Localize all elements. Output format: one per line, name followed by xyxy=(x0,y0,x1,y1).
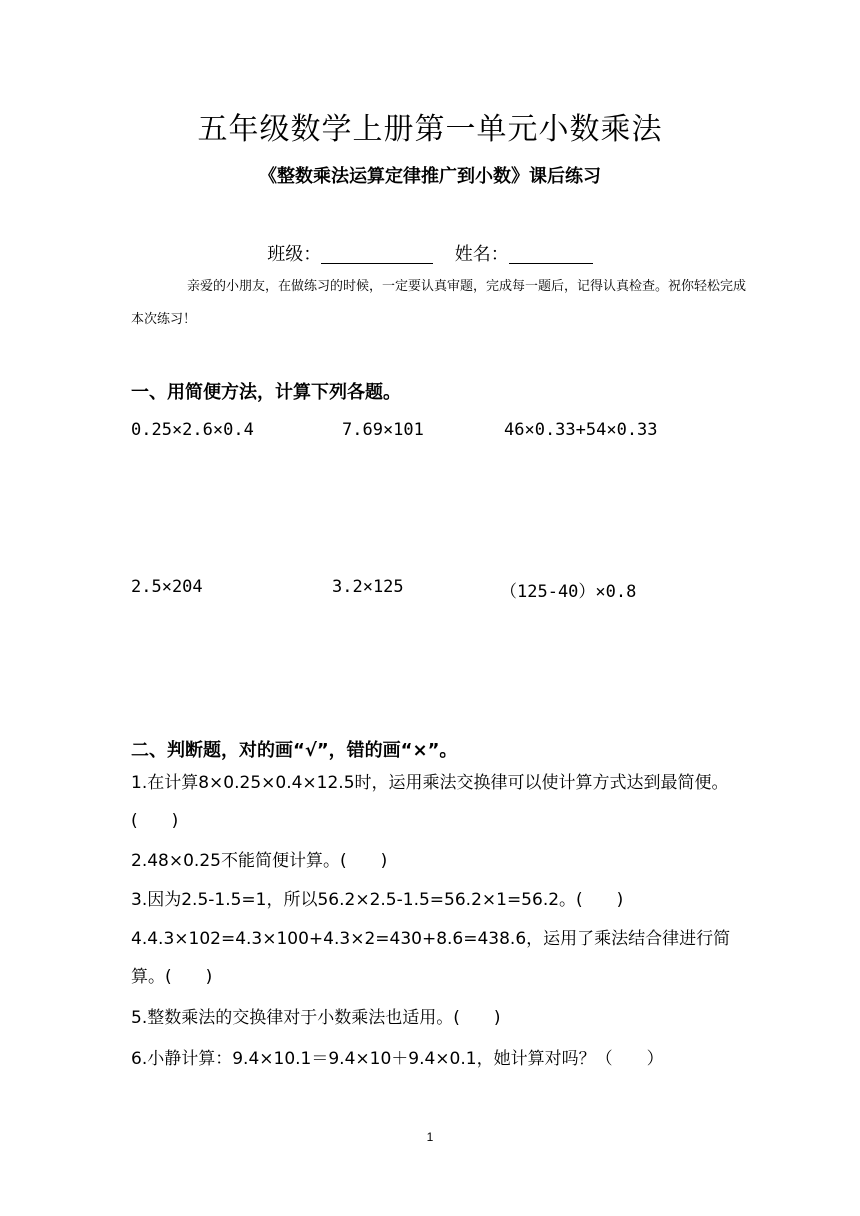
judge-item-2: 2.48×0.25不能简便计算。( ) xyxy=(131,851,388,871)
section-2-heading: 二、判断题，对的画“√”，错的画“×”。 xyxy=(131,740,458,761)
student-info-line xyxy=(0,240,860,266)
section-1-heading: 一、用简便方法，计算下列各题。 xyxy=(131,382,401,403)
judge-item-1: 1.在计算8×0.25×0.4×12.5时，运用乘法交换律可以使计算方式达到最简便。( ) xyxy=(131,773,729,831)
problem-6: （125-40）×0.8 xyxy=(500,582,637,602)
problem-2: 7.69×101 xyxy=(342,420,424,440)
judge-item-4: 4.4.3×102=4.3×100+4.3×2=430+8.6=438.6，运用了乘法结合律进行简算。( ) xyxy=(131,929,731,987)
page-number: 1 xyxy=(426,1130,434,1144)
class-blank xyxy=(321,243,433,264)
class-label: 班级： xyxy=(267,244,322,265)
intro-text xyxy=(131,270,751,336)
problem-5: 3.2×125 xyxy=(332,577,404,597)
intro-body: 亲爱的小朋友，在做练习的时候，一定要认真审题，完成每一题后，记得认真检查。祝你轻松完成本次练习！ xyxy=(131,279,747,327)
worksheet-subtitle: 《整数乘法运算定律推广到小数》课后练习 xyxy=(259,166,601,187)
judge-item-3: 3.因为2.5-1.5=1，所以56.2×2.5-1.5=56.2×1=56.2。( ) xyxy=(131,890,624,910)
judge-item-5: 5.整数乘法的交换律对于小数乘法也适用。( ) xyxy=(131,1008,501,1028)
name-blank xyxy=(509,243,593,264)
name-label: 姓名： xyxy=(454,244,509,265)
worksheet-title: 五年级数学上册第一单元小数乘法 xyxy=(197,112,663,147)
judge-item-6: 6.小静计算：9.4×10.1＝9.4×10＋9.4×0.1，她计算对吗？（ ） xyxy=(131,1049,664,1069)
problem-3: 46×0.33+54×0.33 xyxy=(504,420,658,440)
problem-1: 0.25×2.6×0.4 xyxy=(131,420,254,440)
problem-4: 2.5×204 xyxy=(131,577,203,597)
